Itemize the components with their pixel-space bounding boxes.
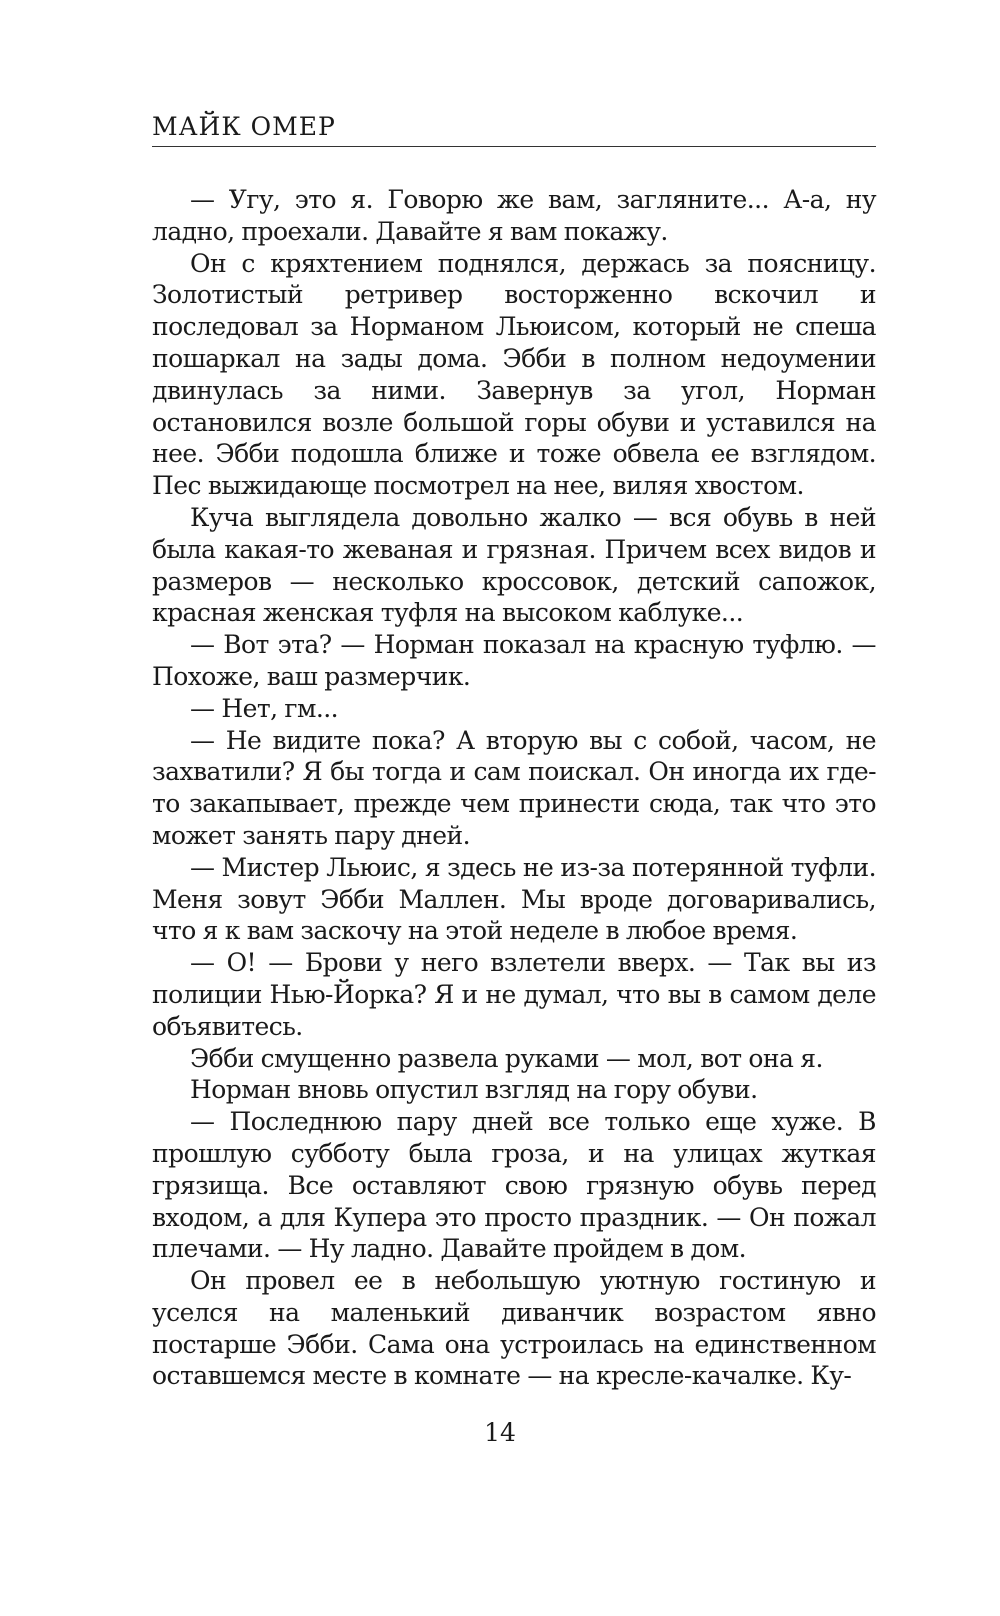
- paragraph: — Нет, гм...: [190, 693, 339, 723]
- paragraph: — О! — Брови у него взлетели вверх. — Так вы из полиции Нью-Йорка? Я и не думал, что вы в самом деле объявитесь.: [152, 948, 876, 1041]
- author-name: МАЙК ОМЕР: [152, 112, 336, 141]
- paragraph: — Вот эта? — Норман показал на красную туфлю. — Похоже, ваш размерчик.: [152, 630, 876, 691]
- paragraph: Он с кряхтением поднялся, держась за поясницу. Золотистый ретривер восторженно вскочил и последовал за Норманом Льюисом, который не спеша пошаркал на зады дома. Эбби в полном недоумении двинулась за ними. Завернув за угол, Норман остановился возле большой горы обуви и уставился на нее. Эбби подошла ближе и тоже обвела ее взглядом. Пес выжидающе посмотрел на нее, виляя хвостом.: [152, 248, 876, 501]
- paragraph: Он провел ее в небольшую уютную гостиную и уселся на маленький диванчик возрастом явно постарше Эбби. Сама она устроилась на единственном оставшемся месте в комнате — на кресле-качалке. Ку-: [152, 1266, 876, 1391]
- paragraph: Норман вновь опустил взгляд на гору обуви.: [190, 1075, 758, 1105]
- paragraph: — Не видите пока? А вторую вы с собой, часом, не захватили? Я бы тогда и сам поискал. Он иногда их где-то закапывает, прежде чем принести сюда, так что это может занять пару дней.: [152, 725, 876, 850]
- paragraph: Эбби смущенно развела руками — мол, вот она я.: [190, 1043, 823, 1073]
- page-number: 14: [484, 1418, 516, 1447]
- paragraph: Куча выглядела довольно жалко — вся обувь в ней была какая-то жеваная и грязная. Причем всех видов и размеров — несколько кроссовок, детский сапожок, красная женская туфля на высоком каблуке...: [152, 502, 876, 628]
- body-text: [152, 184, 876, 1392]
- paragraph: — Угу, это я. Говорю же вам, загляните... А-а, ну ладно, проехали. Давайте я вам покажу.: [152, 185, 876, 246]
- running-head: [152, 112, 876, 147]
- paragraph: — Мистер Льюис, я здесь не из-за потерянной туфли. Меня зовут Эбби Маллен. Мы вроде договаривались, что я к вам заскочу на этой неделе в любое время.: [152, 852, 876, 946]
- paragraph: — Последнюю пару дней все только еще хуже. В прошлую субботу была гроза, и на улицах жуткая грязища. Все оставляют свою грязную обувь перед входом, а для Купера это просто праздник. — Он пожал плечами. — Ну ладно. Давайте пройдем в дом.: [152, 1107, 876, 1264]
